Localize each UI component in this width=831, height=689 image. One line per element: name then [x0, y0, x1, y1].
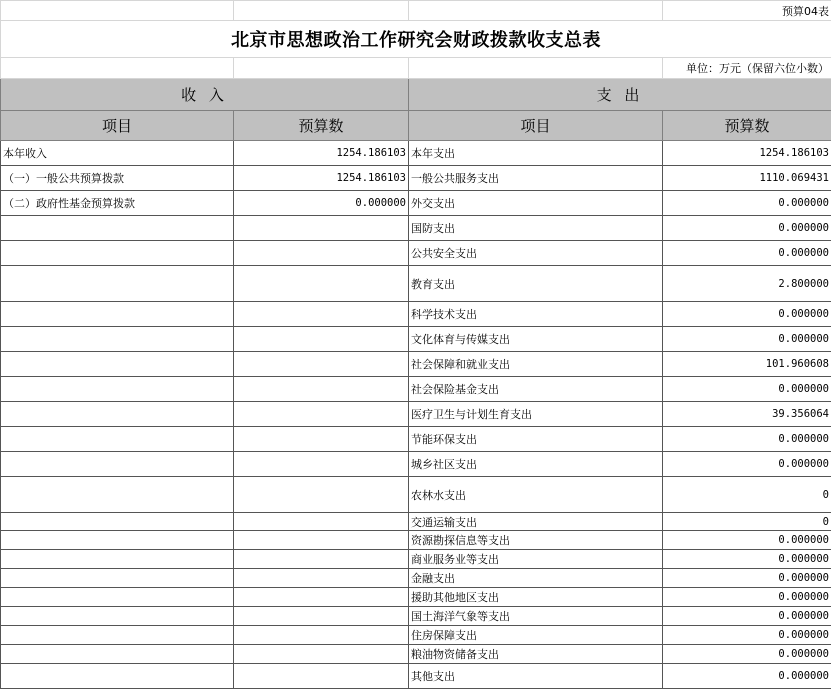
expense-value-cell: 0	[663, 477, 831, 513]
expense-value-cell: 0.000000	[663, 241, 831, 266]
income-item-cell: 本年收入	[1, 141, 234, 166]
income-value-cell	[234, 626, 409, 645]
expense-value-cell: 2.800000	[663, 266, 831, 302]
expense-item-cell: 商业服务业等支出	[409, 550, 663, 569]
expense-item-cell: 其他支出	[409, 664, 663, 689]
expense-value-cell: 1110.069431	[663, 166, 831, 191]
expense-value-cell: 0.000000	[663, 531, 831, 550]
expense-value-cell: 0.000000	[663, 664, 831, 689]
income-item-cell	[1, 664, 234, 689]
table-row	[1, 550, 831, 569]
expense-item-cell: 文化体育与传媒支出	[409, 327, 663, 352]
expense-item-cell: 公共安全支出	[409, 241, 663, 266]
expense-value-cell: 0.000000	[663, 550, 831, 569]
income-value-cell	[234, 377, 409, 402]
expense-value-cell: 0.000000	[663, 302, 831, 327]
table-row	[1, 191, 831, 216]
table-row	[1, 302, 831, 327]
expense-value-cell: 0	[663, 513, 831, 531]
income-value-cell	[234, 664, 409, 689]
income-value-cell	[234, 452, 409, 477]
expense-item-cell: 交通运输支出	[409, 513, 663, 531]
expense-value-cell: 0.000000	[663, 607, 831, 626]
unit-row	[1, 58, 831, 79]
income-value-cell	[234, 531, 409, 550]
form-code: 预算04表	[663, 1, 831, 21]
table-row	[1, 531, 831, 550]
expense-value-cell: 39.356064	[663, 402, 831, 427]
income-value-cell: 1254.186103	[234, 141, 409, 166]
income-value-cell	[234, 352, 409, 377]
table-row	[1, 352, 831, 377]
income-value-cell	[234, 402, 409, 427]
income-item-cell	[1, 216, 234, 241]
expense-item-cell: 外交支出	[409, 191, 663, 216]
income-item-cell	[1, 266, 234, 302]
income-item-cell	[1, 241, 234, 266]
income-value-cell	[234, 569, 409, 588]
income-item-cell	[1, 550, 234, 569]
expense-item-cell: 粮油物资储备支出	[409, 645, 663, 664]
income-item-cell	[1, 402, 234, 427]
expense-header: 支 出	[409, 79, 831, 111]
income-item-cell	[1, 377, 234, 402]
expense-item-cell: 一般公共服务支出	[409, 166, 663, 191]
income-value-cell	[234, 266, 409, 302]
expense-value-cell: 0.000000	[663, 452, 831, 477]
income-item-cell: （二）政府性基金预算拨款	[1, 191, 234, 216]
table-row	[1, 569, 831, 588]
income-value-cell: 1254.186103	[234, 166, 409, 191]
income-item-cell	[1, 327, 234, 352]
expense-item-cell: 科学技术支出	[409, 302, 663, 327]
income-value-cell	[234, 241, 409, 266]
income-item-cell	[1, 302, 234, 327]
income-value-cell	[234, 477, 409, 513]
expense-value-cell: 0.000000	[663, 327, 831, 352]
expense-item-cell: 资源勘探信息等支出	[409, 531, 663, 550]
income-item-cell	[1, 588, 234, 607]
expense-value-cell: 101.960608	[663, 352, 831, 377]
income-value-cell	[234, 588, 409, 607]
table-row	[1, 216, 831, 241]
expense-item-cell: 社会保障和就业支出	[409, 352, 663, 377]
expense-item-cell: 农林水支出	[409, 477, 663, 513]
income-item-cell	[1, 352, 234, 377]
table-row	[1, 664, 831, 689]
table-row	[1, 141, 831, 166]
expense-value-cell: 0.000000	[663, 645, 831, 664]
income-budget-header: 预算数	[234, 111, 409, 141]
expense-value-cell: 1254.186103	[663, 141, 831, 166]
expense-value-cell: 0.000000	[663, 569, 831, 588]
form-code-row	[1, 1, 831, 21]
income-item-cell: （一）一般公共预算拨款	[1, 166, 234, 191]
table-row	[1, 626, 831, 645]
income-value-cell	[234, 302, 409, 327]
income-value-cell	[234, 327, 409, 352]
expense-value-cell: 0.000000	[663, 588, 831, 607]
table-row	[1, 607, 831, 626]
expense-item-cell: 医疗卫生与计划生育支出	[409, 402, 663, 427]
table-row	[1, 266, 831, 302]
income-item-cell	[1, 477, 234, 513]
section-header-row	[1, 79, 831, 111]
table-row	[1, 452, 831, 477]
expense-item-cell: 城乡社区支出	[409, 452, 663, 477]
expense-item-cell: 国防支出	[409, 216, 663, 241]
income-value-cell	[234, 645, 409, 664]
title-row	[1, 21, 831, 58]
table-row	[1, 477, 831, 513]
income-item-header: 项目	[1, 111, 234, 141]
income-header: 收 入	[1, 79, 409, 111]
income-item-cell	[1, 427, 234, 452]
table-row	[1, 327, 831, 352]
page-title: 北京市思想政治工作研究会财政拨款收支总表	[1, 21, 831, 58]
expense-item-cell: 国土海洋气象等支出	[409, 607, 663, 626]
table-row	[1, 166, 831, 191]
income-value-cell	[234, 513, 409, 531]
income-value-cell	[234, 550, 409, 569]
income-item-cell	[1, 626, 234, 645]
expense-value-cell: 0.000000	[663, 216, 831, 241]
income-item-cell	[1, 645, 234, 664]
column-header-row	[1, 111, 831, 141]
table-row	[1, 427, 831, 452]
income-value-cell	[234, 607, 409, 626]
table-row	[1, 241, 831, 266]
table-row	[1, 402, 831, 427]
expense-item-cell: 本年支出	[409, 141, 663, 166]
income-value-cell: 0.000000	[234, 191, 409, 216]
table-row	[1, 645, 831, 664]
expense-item-cell: 教育支出	[409, 266, 663, 302]
table-row	[1, 377, 831, 402]
expense-budget-header: 预算数	[663, 111, 831, 141]
table-row	[1, 588, 831, 607]
expense-value-cell: 0.000000	[663, 427, 831, 452]
expense-value-cell: 0.000000	[663, 626, 831, 645]
expense-item-header: 项目	[409, 111, 663, 141]
expense-item-cell: 援助其他地区支出	[409, 588, 663, 607]
income-item-cell	[1, 513, 234, 531]
expense-item-cell: 金融支出	[409, 569, 663, 588]
income-value-cell	[234, 216, 409, 241]
expense-item-cell: 社会保险基金支出	[409, 377, 663, 402]
expense-value-cell: 0.000000	[663, 191, 831, 216]
income-item-cell	[1, 569, 234, 588]
unit-note: 单位：万元（保留六位小数）	[663, 58, 831, 79]
expense-item-cell: 节能环保支出	[409, 427, 663, 452]
income-value-cell	[234, 427, 409, 452]
expense-value-cell: 0.000000	[663, 377, 831, 402]
table-row	[1, 513, 831, 531]
income-item-cell	[1, 531, 234, 550]
expense-item-cell: 住房保障支出	[409, 626, 663, 645]
income-item-cell	[1, 607, 234, 626]
income-item-cell	[1, 452, 234, 477]
